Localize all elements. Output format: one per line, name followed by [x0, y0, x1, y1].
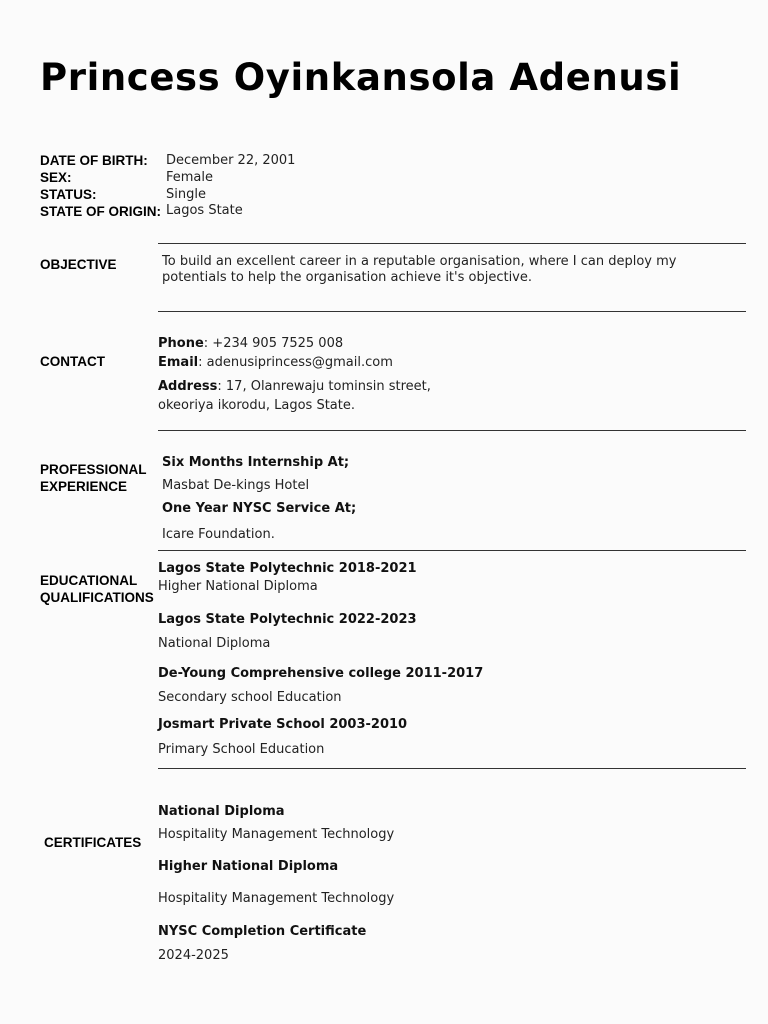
education-heading [40, 573, 154, 606]
status-value: Single [166, 187, 206, 202]
address-value-line-1: : 17, Olanrewaju tominsin street, [217, 379, 431, 394]
certificate-item-detail: 2024-2025 [158, 948, 229, 963]
education-item-title: Lagos State Polytechnic 2018-2021 [158, 561, 417, 576]
email-label: Email [158, 355, 199, 370]
experience-heading-line-2: EXPERIENCE [40, 478, 128, 494]
certificates-heading: CERTIFICATES [44, 835, 142, 850]
dob-label: DATE OF BIRTH: [40, 153, 148, 168]
email-value: : adenusiprincess@gmail.com [198, 355, 393, 370]
objective-heading: OBJECTIVE [40, 257, 117, 272]
sex-label: SEX: [40, 170, 72, 185]
sex-value: Female [166, 170, 214, 185]
contact-address [158, 379, 431, 396]
divider [158, 243, 746, 244]
education-heading-line-2: QUALIFICATIONS [40, 589, 154, 605]
certificate-item-title: NYSC Completion Certificate [158, 924, 367, 939]
education-heading-line-1: EDUCATIONAL [40, 573, 138, 588]
phone-label: Phone [158, 336, 204, 351]
divider [158, 768, 746, 769]
education-item-detail: Primary School Education [158, 742, 325, 757]
objective-line-1: To build an excellent career in a reputable organisation, where I can deploy my [162, 254, 677, 269]
experience-heading-line-1: PROFESSIONAL [40, 462, 147, 477]
address-value-line-2: okeoriya ikorodu, Lagos State. [158, 398, 355, 413]
divider [158, 311, 746, 312]
experience-item-title: Six Months Internship At; [162, 455, 350, 470]
contact-phone [158, 336, 343, 353]
divider [158, 550, 746, 551]
contact-heading: CONTACT [40, 354, 105, 369]
education-item-detail: Higher National Diploma [158, 579, 318, 594]
education-item-title: Josmart Private School 2003-2010 [158, 717, 408, 732]
state-of-origin-value: Lagos State [166, 203, 243, 218]
certificate-item-detail: Hospitality Management Technology [158, 827, 395, 842]
education-item-detail: Secondary school Education [158, 690, 342, 705]
state-of-origin-label: STATE OF ORIGIN: [40, 204, 161, 219]
experience-item-detail: Masbat De-kings Hotel [162, 478, 310, 493]
dob-value: December 22, 2001 [166, 153, 296, 168]
address-label: Address [158, 379, 218, 394]
resume-name: Princess Oyinkansola Adenusi [40, 56, 682, 99]
experience-item-detail: Icare Foundation. [162, 527, 275, 542]
certificate-item-title: National Diploma [158, 804, 285, 819]
experience-heading [40, 462, 147, 495]
education-item-title: De-Young Comprehensive college 2011-2017 [158, 666, 484, 681]
status-label: STATUS: [40, 187, 97, 202]
education-item-detail: National Diploma [158, 636, 271, 651]
divider [158, 430, 746, 431]
certificate-item-title: Higher National Diploma [158, 859, 339, 874]
education-item-title: Lagos State Polytechnic 2022-2023 [158, 612, 417, 627]
objective-line-2: potentials to help the organisation achieve it's objective. [162, 270, 532, 285]
experience-item-title: One Year NYSC Service At; [162, 501, 357, 516]
phone-value: : +234 905 7525 008 [203, 336, 344, 351]
contact-email [158, 355, 393, 372]
certificate-item-detail: Hospitality Management Technology [158, 891, 395, 906]
